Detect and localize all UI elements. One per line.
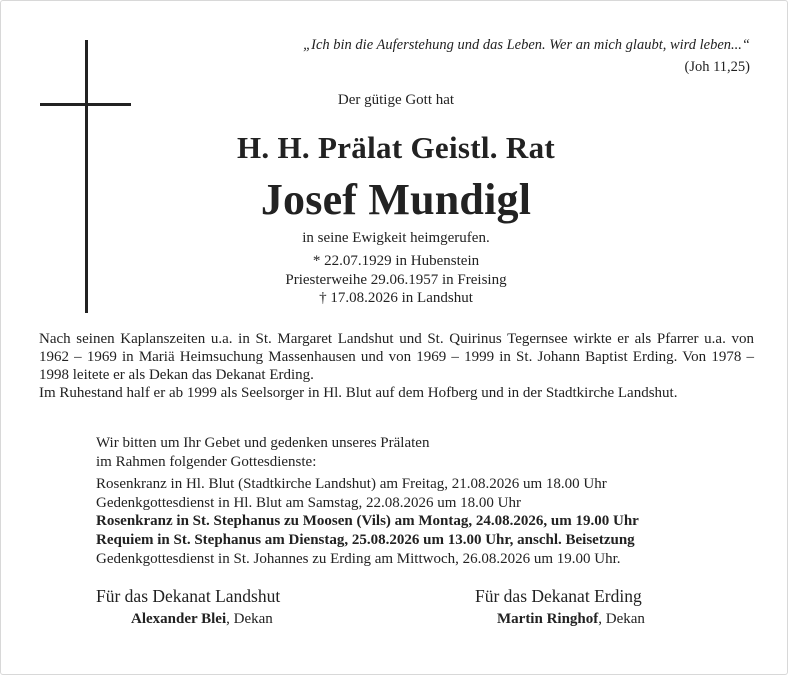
ordination-date: Priesterweihe 29.06.1957 in Freising: [285, 271, 507, 288]
service-item: Requiem in St. Stephanus am Dienstag, 25.08.2026 um 13.00 Uhr, anschl. Beisetzung: [96, 531, 635, 548]
bible-reference: (Joh 11,25): [684, 59, 750, 75]
signature-left: [131, 611, 273, 628]
deceased-name: Josef Mundigl: [260, 175, 532, 224]
deceased-title: H. H. Prälat Geistl. Rat: [236, 130, 555, 165]
signature-right-role: , Dekan: [598, 611, 645, 627]
signature-left-role: , Dekan: [226, 611, 273, 627]
signature-right-name: Martin Ringhof: [497, 611, 599, 627]
prayer-request: im Rahmen folgender Gottesdienste:: [96, 453, 317, 470]
called-home-text: in seine Ewigkeit heimgerufen.: [302, 230, 490, 246]
bible-quote: „Ich bin die Auferstehung und das Leben. Wer an mich glaubt, wird leben...“: [303, 37, 750, 53]
service-item: Gedenkgottesdienst in St. Johannes zu Erding am Mittwoch, 26.08.2026 um 19.00 Uhr.: [96, 550, 621, 567]
biography-paragraph: Im Ruhestand half er ab 1999 als Seelsorger in Hl. Blut auf dem Hofberg und in der Stadtkirche Landshut.: [39, 385, 678, 401]
service-item: Rosenkranz in St. Stephanus zu Moosen (Vils) am Montag, 24.08.2026, um 19.00 Uhr: [96, 513, 639, 530]
biography-paragraph: Nach seinen Kaplanszeiten u.a. in St. Margaret Landshut und St. Quirinus Tegernsee wirkte er als Pfarrer u.a. von 1962 – 1969 in Mariä Heimsuchung Massenhausen und von 1969 – 1999 in St. Johann Baptist Erding. Von 1978 – 1998 leitete er als Dekan das Dekanat Erding.: [39, 331, 754, 383]
service-item: Rosenkranz in Hl. Blut (Stadtkirche Landshut) am Freitag, 21.08.2026 um 18.00 Uhr: [96, 476, 607, 493]
service-item: Gedenkgottesdienst in Hl. Blut am Samstag, 22.08.2026 um 18.00 Uhr: [96, 494, 521, 511]
birth-date: * 22.07.1929 in Hubenstein: [312, 253, 480, 269]
signature-left-org: Für das Dekanat Landshut: [96, 586, 281, 606]
biography: [39, 330, 754, 402]
death-date: † 17.08.2026 in Landshut: [319, 290, 473, 306]
prayer-request: Wir bitten um Ihr Gebet und gedenken unseres Prälaten: [96, 435, 430, 451]
life-dates: [1, 252, 790, 308]
signature-right-org: Für das Dekanat Erding: [475, 586, 642, 606]
services-list: [96, 434, 746, 568]
signature-right: [497, 611, 645, 628]
signature-left-name: Alexander Blei: [131, 611, 227, 627]
intro-text: Der gütige Gott hat: [337, 92, 455, 108]
